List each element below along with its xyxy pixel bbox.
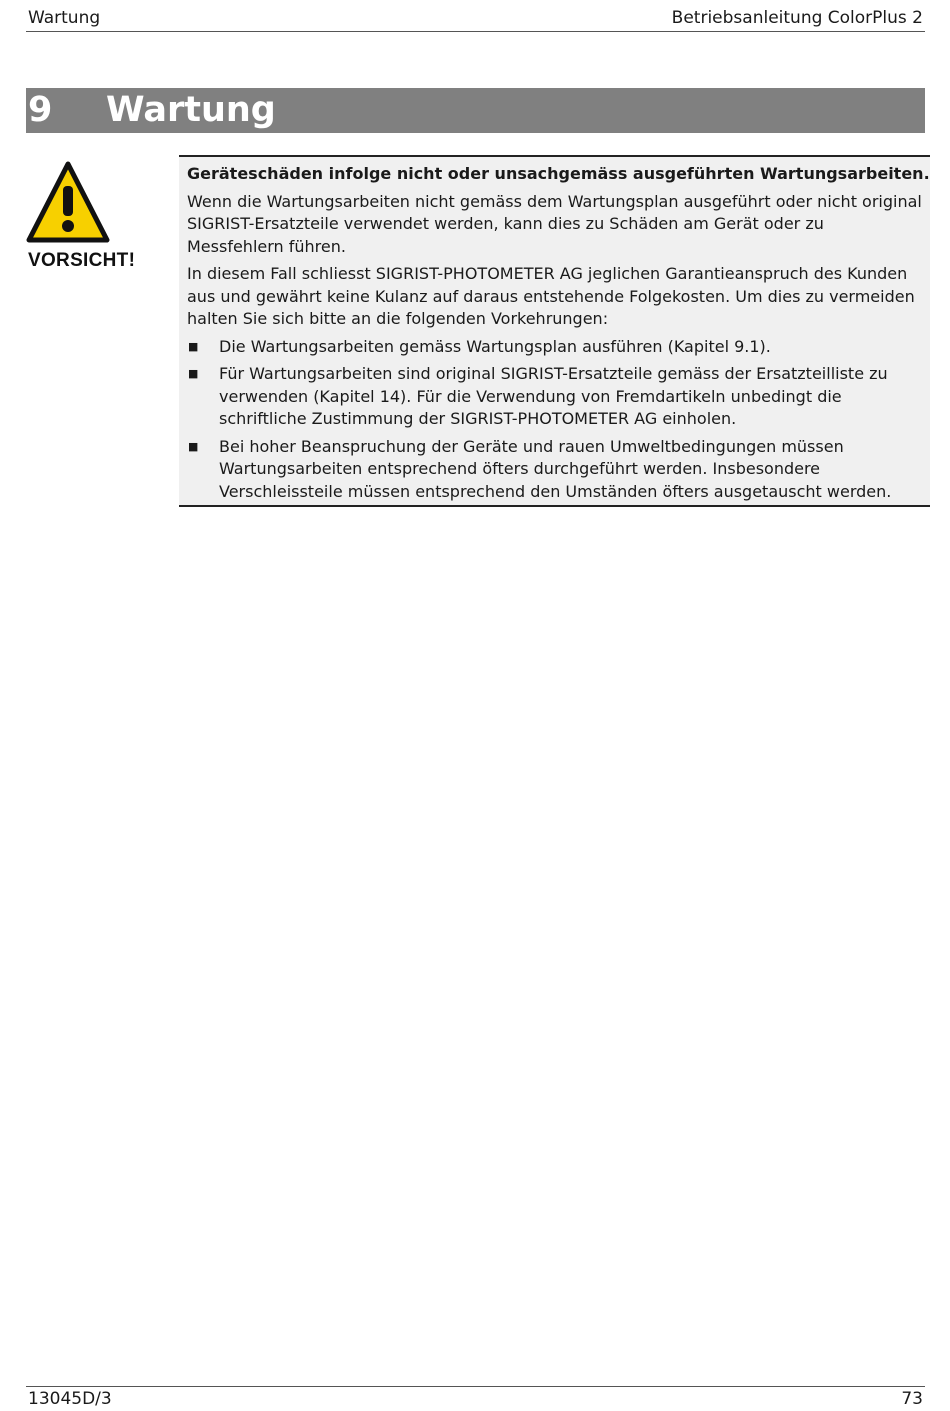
warning-label: VORSICHT! [28, 250, 136, 271]
warning-box [179, 155, 930, 507]
square-bullet-icon: ■ [188, 439, 199, 453]
square-bullet-icon: ■ [188, 367, 199, 380]
square-bullet-icon: ■ [188, 339, 199, 353]
chapter-number: 9 [28, 90, 53, 130]
list-item [187, 336, 922, 359]
warning-paragraph: Wenn die Wartungsarbeiten nicht gemäss dem Wartungsplan ausgeführt oder nicht original SIGRIST-Ersatzteile verwendet werden, kann dies zu Schäden am Gerät oder zu Messfehlern führen. [187, 191, 922, 256]
header-document-title: Betriebsanleitung ColorPlus 2 [671, 8, 923, 28]
warning-triangle-icon [26, 160, 110, 244]
warning-paragraph: In diesem Fall schliesst SIGRIST-PHOTOMETER AG jeglichen Garantieanspruch des Kunden aus und gewährt keine Kulanz auf daraus entstehende Folgekosten. Um dies zu vermeiden halten Sie sich bitte an die folgenden Vorkehrungen: [187, 264, 915, 328]
list-item-text: Für Wartungsarbeiten sind original SIGRIST-Ersatzteile gemäss der Ersatzteilliste zu verwenden (Kapitel 14). Für die Verwendung von Fremdartikeln unbedingt die schriftliche Zustimmung der SIGRIST-PHOTOMETER AG einholen. [219, 364, 888, 428]
header-section: Wartung [28, 8, 101, 28]
list-item-text: Bei hoher Beanspruchung der Geräte und rauen Umweltbedingungen müssen Wartungsarbeiten entsprechend öfters durchgeführt werden. Insbesondere Verschleissteile müssen entsprechend den Umständen öfters ausgetauscht werden. [219, 436, 892, 501]
list-item [187, 363, 922, 431]
chapter-heading [26, 88, 925, 133]
list-item [187, 436, 922, 504]
footer-doc-number: 13045D/3 [28, 1389, 112, 1409]
warning-heading: Geräteschäden infolge nicht oder unsachgemäss ausgeführten Wartungsarbeiten. [187, 164, 930, 183]
page-header [26, 6, 925, 32]
list-item-text: Die Wartungsarbeiten gemäss Wartungsplan ausführen (Kapitel 9.1). [219, 336, 771, 356]
precaution-list [187, 336, 922, 504]
chapter-title: Wartung [106, 90, 276, 130]
page-footer [26, 1386, 925, 1409]
footer-page-number: 73 [901, 1389, 923, 1409]
